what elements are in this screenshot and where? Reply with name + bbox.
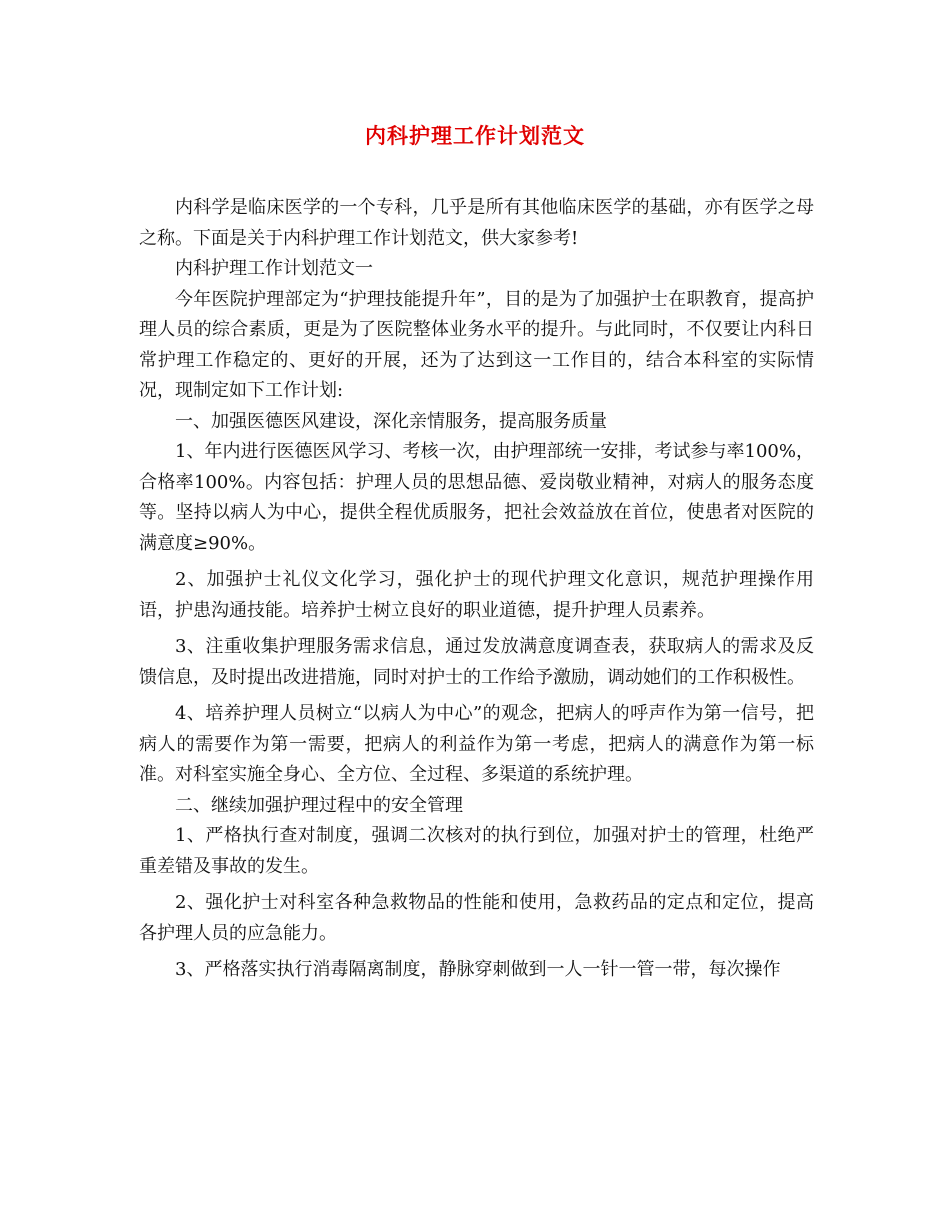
paragraph: 今年医院护理部定为“护理技能提升年”，目的是为了加强护士在职教育，提高护理人员的综合素质，更是为了医院整体业务水平的提升。与此同时，不仅要让内科日常护理工作稳定的、更好的开展，还为了达到这一工作目的，结合本科室的实际情况，现制定如下工作计划: (139, 288, 814, 401)
list-item: 1、年内进行医德医风学习、考核一次，由护理部统一安排，考试参与率100%，合格率100%。内容包括：护理人员的思想品德、爱岗敬业精神，对病人的服务态度等。坚持以病人为中心，提供全程优质服务，把社会效益放在首位，使患者对医院的满意度≥90%。 (139, 441, 814, 554)
intro-paragraph: 内科学是临床医学的一个专科，几乎是所有其他临床医学的基础，亦有医学之母之称。下面是关于内科护理工作计划范文，供大家参考! (139, 197, 814, 249)
list-item: 4、培养护理人员树立“以病人为中心”的观念，把病人的呼声作为第一信号，把病人的需要作为第一需要，把病人的利益作为第一考虑，把病人的满意作为第一标准。对科室实施全身心、全方位、全过程、多渠道的系统护理。 (139, 703, 814, 785)
section-heading: 内科护理工作计划范文一 (175, 258, 373, 279)
list-item: 2、强化护士对科室各种急救物品的性能和使用，急救药品的定点和定位，提高各护理人员的应急能力。 (139, 892, 814, 944)
list-item: 2、加强护士礼仪文化学习，强化护士的现代护理文化意识，规范护理操作用语，护患沟通技能。培养护士树立良好的职业道德，提升护理人员素养。 (139, 569, 814, 621)
document-body (139, 193, 814, 986)
list-item: 1、严格执行查对制度，强调二次核对的执行到位，加强对护士的管理，杜绝严重差错及事故的发生。 (139, 825, 814, 877)
list-item: 3、严格落实执行消毒隔离制度，静脉穿刺做到一人一针一管一带，每次操作 (175, 959, 781, 980)
section-heading: 一、加强医德医风建设，深化亲情服务，提高服务质量 (175, 410, 607, 432)
list-item: 3、注重收集护理服务需求信息，通过发放满意度调查表，获取病人的需求及反馈信息，及时提出改进措施，同时对护士的工作给予激励，调动她们的工作积极性。 (139, 636, 814, 688)
document-title: 内科护理工作计划范文 (365, 123, 585, 148)
section-heading: 二、继续加强护理过程中的安全管理 (175, 794, 463, 816)
